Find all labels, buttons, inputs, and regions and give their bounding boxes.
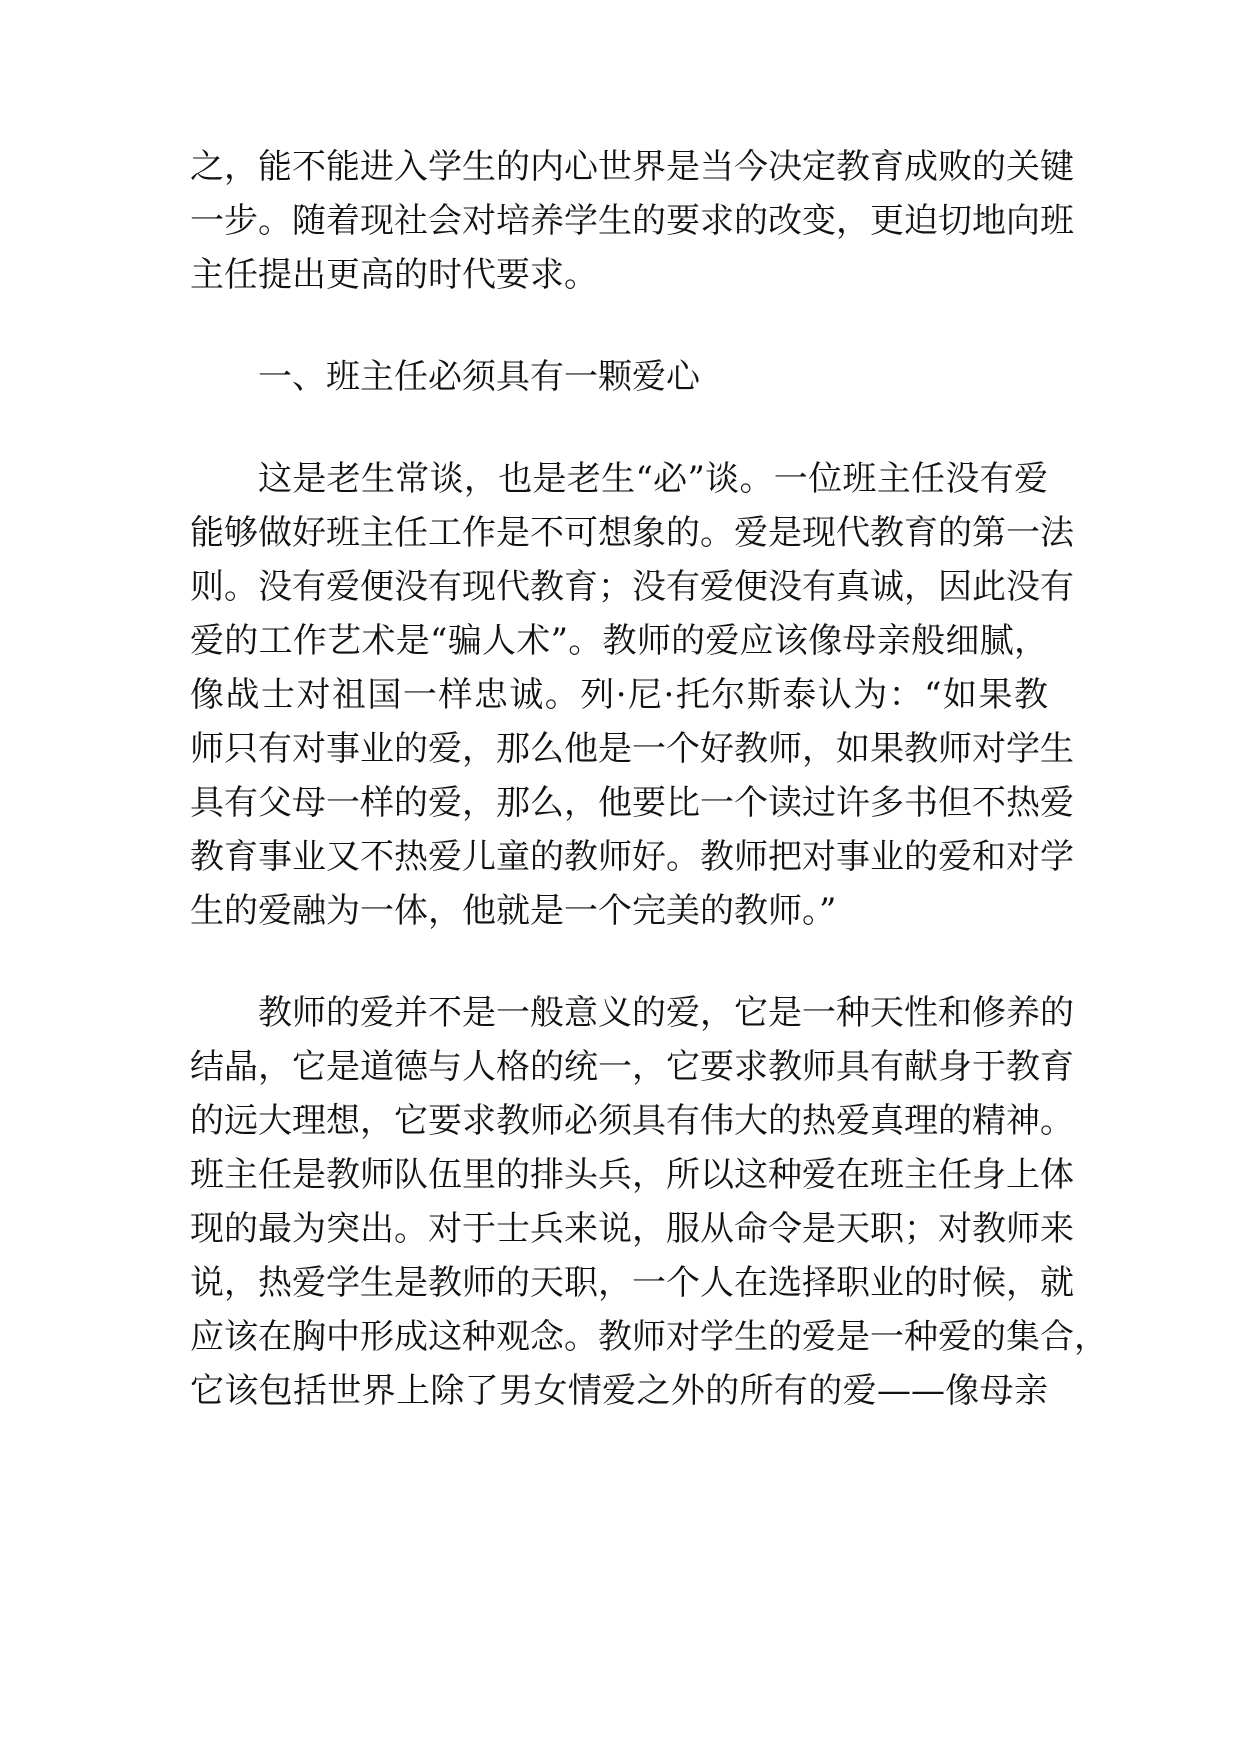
- text-line: 主任提出更高的时代要求。: [190, 255, 598, 295]
- text-line: 说，热爱学生是教师的天职，一个人在选择职业的时候，就: [190, 1263, 1074, 1303]
- text-line: 具有父母一样的爱，那么，他要比一个读过许多书但不热爱: [190, 783, 1074, 823]
- text-line: 一步。随着现社会对培养学生的要求的改变，更迫切地向班: [190, 201, 1074, 241]
- text-line: 之，能不能进入学生的内心世界是当今决定教育成败的关键: [190, 147, 1074, 187]
- text-line: 则。没有爱便没有现代教育；没有爱便没有真诚，因此没有: [190, 567, 1074, 607]
- text-line: 爱的工作艺术是“骗人术”。教师的爱应该像母亲般细腻，: [190, 621, 1048, 661]
- text-line: 能够做好班主任工作是不可想象的。爱是现代教育的第一法: [190, 513, 1074, 553]
- text-line: 生的爱融为一体，他就是一个完美的教师。”: [190, 891, 837, 931]
- text-line: 班主任是教师队伍里的排头兵，所以这种爱在班主任身上体: [190, 1155, 1074, 1195]
- text-line: 现的最为突出。对于士兵来说，服从命令是天职；对教师来: [190, 1209, 1074, 1249]
- text-line: 应该在胸中形成这种观念。教师对学生的爱是一种爱的集合，: [190, 1317, 1108, 1357]
- text-line: 的远大理想，它要求教师必须具有伟大的热爱真理的精神。: [190, 1101, 1074, 1141]
- section-heading: 一、班主任必须具有一颗爱心: [258, 357, 700, 397]
- text-line: 师只有对事业的爱，那么他是一个好教师，如果教师对学生: [190, 729, 1074, 769]
- text-line: 教师的爱并不是一般意义的爱，它是一种天性和修养的: [258, 993, 1074, 1033]
- text-line: 教育事业又不热爱儿童的教师好。教师把对事业的爱和对学: [190, 837, 1074, 877]
- text-line: 结晶，它是道德与人格的统一，它要求教师具有献身于教育: [190, 1047, 1074, 1087]
- text-line: 它该包括世界上除了男女情爱之外的所有的爱——像母亲: [190, 1371, 1048, 1411]
- text-line: 这是老生常谈，也是老生“必”谈。一位班主任没有爱: [258, 459, 1048, 499]
- text-line: 像战士对祖国一样忠诚。列·尼·托尔斯泰认为：“如果教: [190, 675, 1048, 715]
